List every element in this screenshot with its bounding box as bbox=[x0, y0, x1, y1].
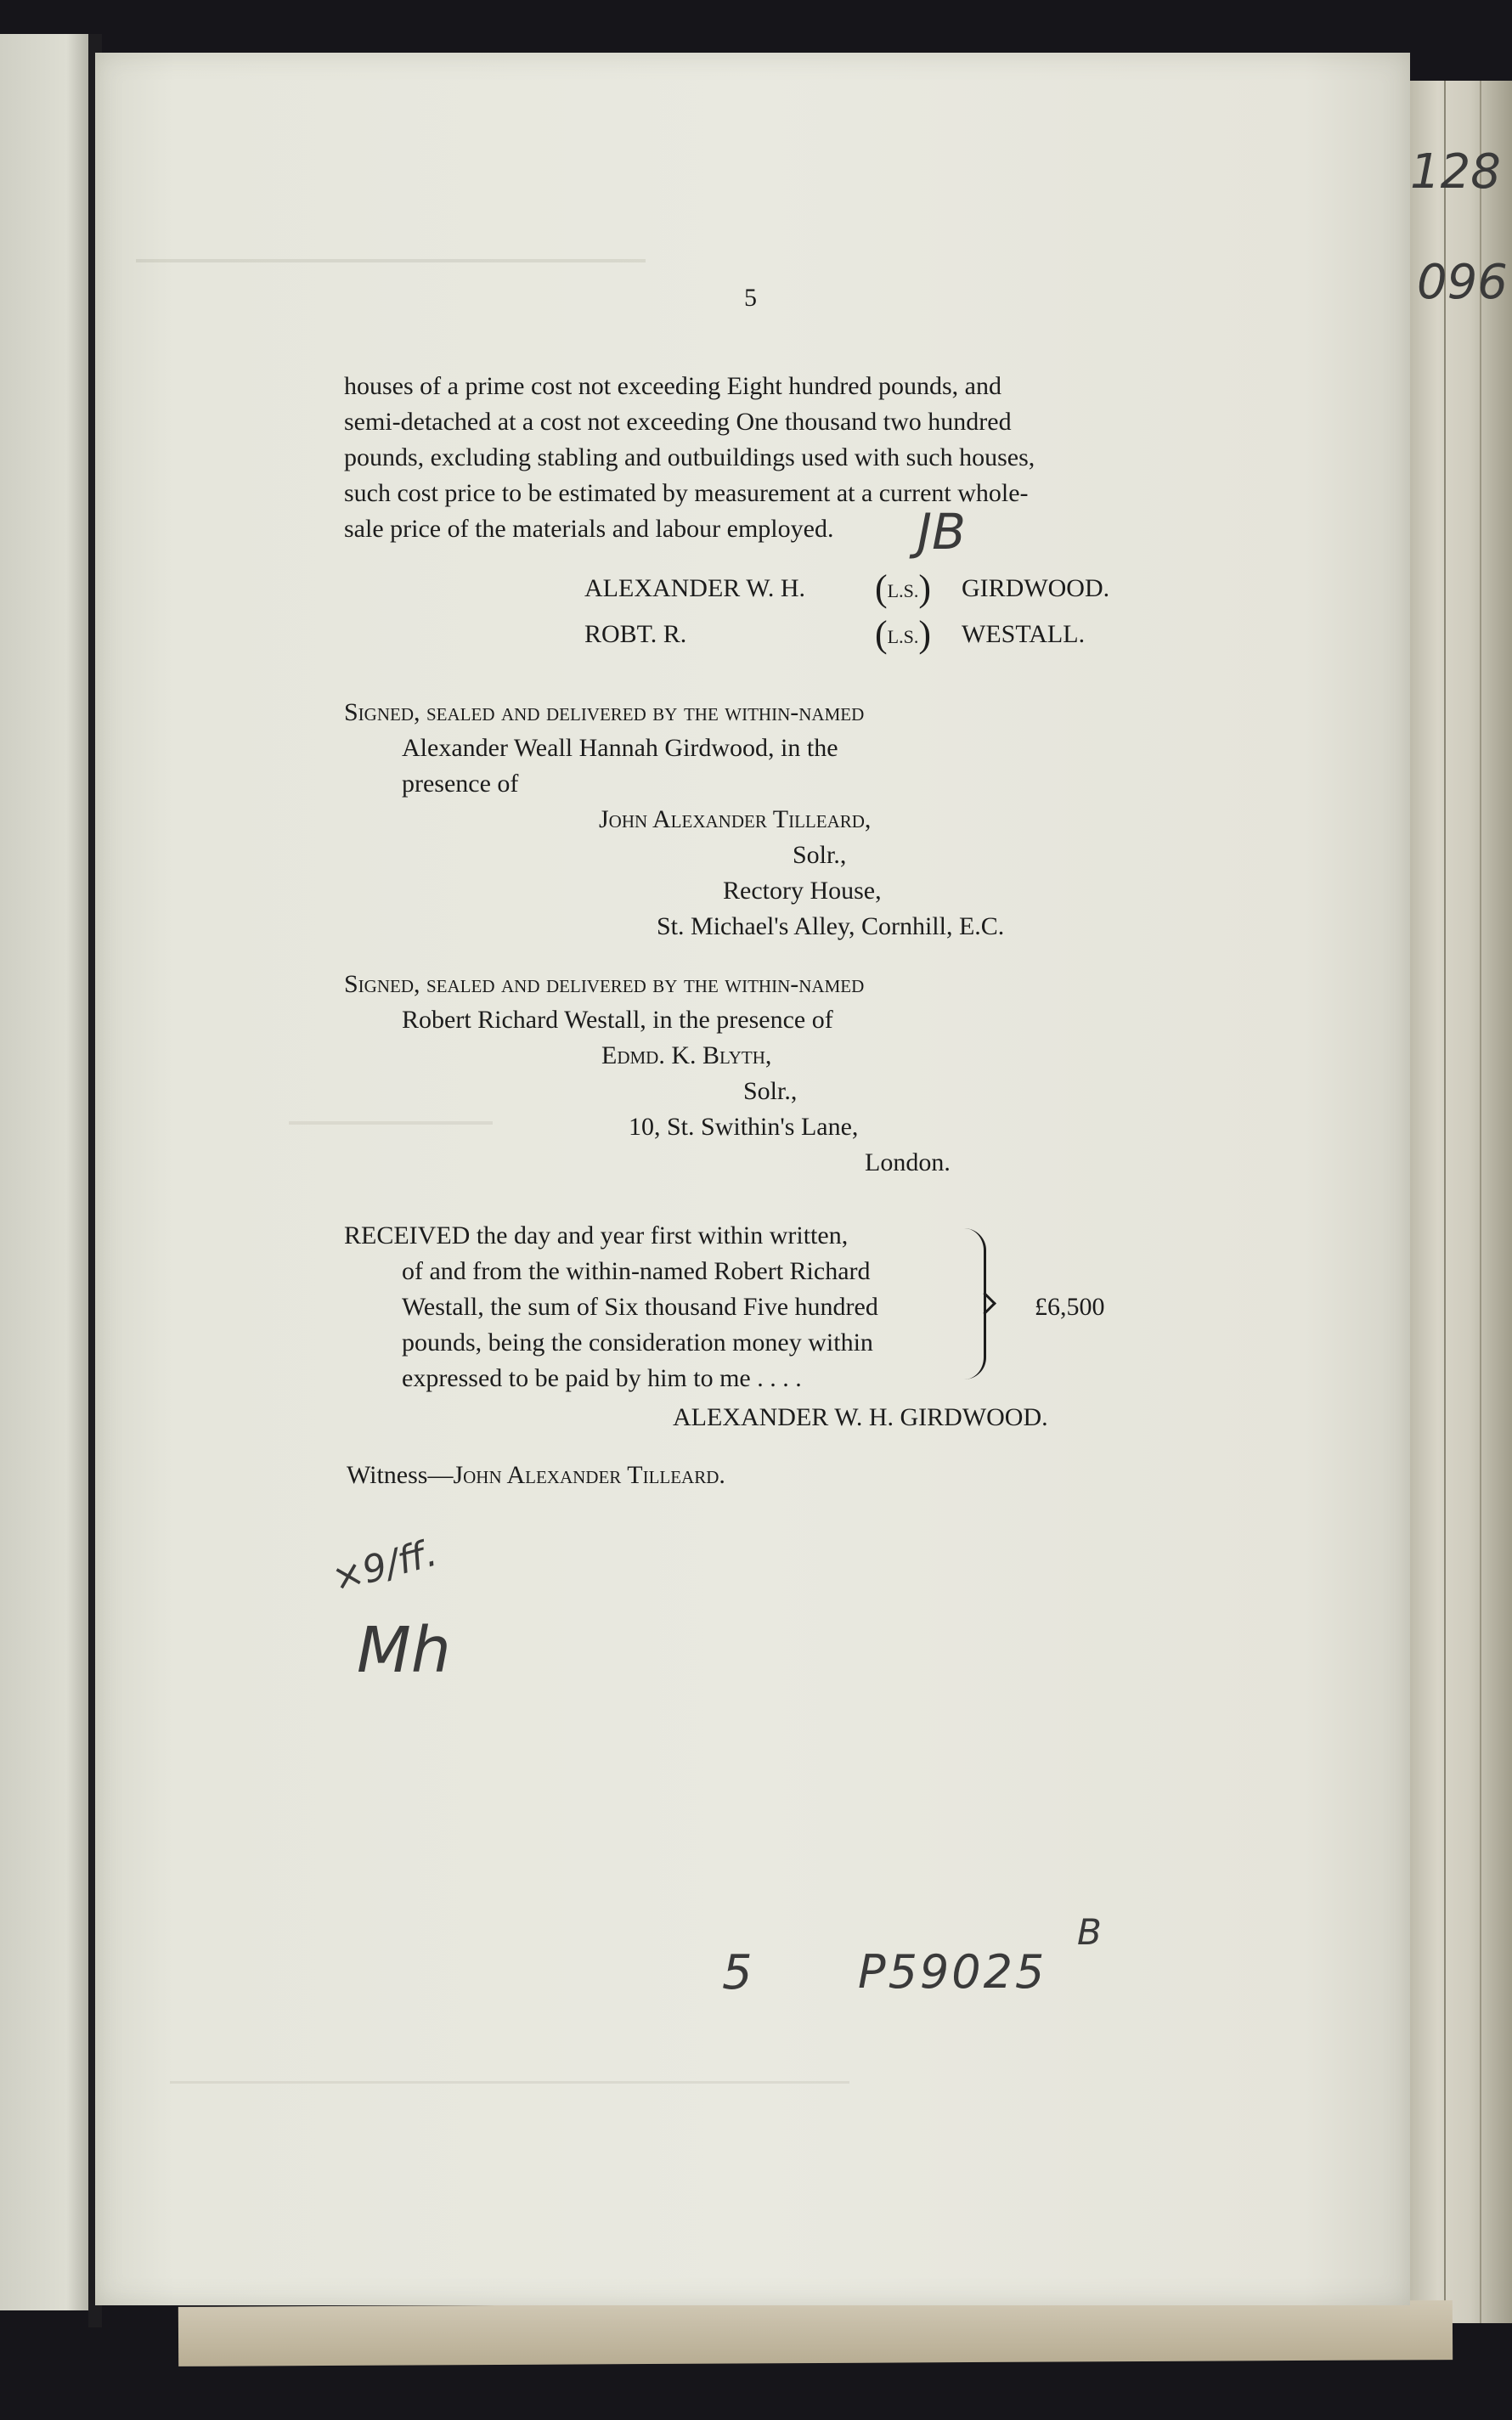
receipt-amount: £6,500 bbox=[1035, 1293, 1105, 1321]
witness-address: London. bbox=[865, 1148, 951, 1176]
handwritten-initials: JB bbox=[917, 503, 966, 561]
handwritten-reference-suffix: B bbox=[1077, 1911, 1102, 1953]
page-number: 5 bbox=[744, 284, 757, 312]
handwritten-initials-left-2: Mh bbox=[357, 1614, 451, 1687]
witness-name: John Alexander Tilleard. bbox=[453, 1461, 725, 1489]
witness-name: John Alexander Tilleard, bbox=[599, 805, 872, 833]
signatory-surname-1: GIRDWOOD. bbox=[962, 574, 1110, 602]
show-through-line-3 bbox=[170, 2081, 849, 2084]
witness-address: 10, St. Swithin's Lane, bbox=[629, 1113, 859, 1141]
handwritten-folio: 5 bbox=[722, 1945, 753, 2000]
receipt-witness bbox=[347, 1458, 725, 1493]
body-line: houses of a prime cost not exceeding Eight hundred pounds, and bbox=[344, 372, 1001, 400]
signatory-name-2: ROBT. R. bbox=[584, 620, 687, 648]
receipt-line: of and from the within-named Robert Richard bbox=[402, 1257, 871, 1285]
body-line: such cost price to be estimated by measurement at a current whole- bbox=[344, 479, 1029, 507]
attestation-line: Alexander Weall Hannah Girdwood, in the bbox=[402, 734, 838, 762]
attestation-line: presence of bbox=[402, 770, 519, 798]
seal-label: L.S. bbox=[887, 626, 919, 647]
corner-number-top: 128 bbox=[1410, 144, 1501, 200]
signatory-surname-2: WESTALL. bbox=[962, 620, 1086, 648]
receipt-signatory: ALEXANDER W. H. GIRDWOOD. bbox=[673, 1403, 1048, 1431]
receipt-line: RECEIVED the day and year first within written, bbox=[344, 1221, 849, 1249]
show-through-line-1 bbox=[136, 259, 646, 262]
receipt-line: expressed to be paid by him to me . . . . bbox=[402, 1364, 802, 1392]
witness-label: Witness— bbox=[347, 1461, 454, 1489]
witness-address: St. Michael's Alley, Cornhill, E.C. bbox=[657, 912, 1005, 940]
handwritten-reference: P59025 bbox=[858, 1945, 1047, 1999]
page-edge-lines bbox=[1444, 81, 1481, 2323]
witness-title: Solr., bbox=[793, 841, 847, 869]
witness-address: Rectory House, bbox=[723, 877, 882, 905]
seal-mark-2: (L.S.) bbox=[875, 613, 931, 655]
left-facing-page bbox=[0, 34, 98, 2310]
seal-label: L.S. bbox=[887, 580, 919, 601]
show-through-line-2 bbox=[289, 1121, 493, 1125]
receipt-line: pounds, being the consideration money within bbox=[402, 1328, 873, 1357]
attestation-line: Signed, sealed and delivered by the within-named bbox=[344, 698, 865, 726]
witness-title: Solr., bbox=[743, 1077, 798, 1105]
body-line: pounds, excluding stabling and outbuildings used with such houses, bbox=[344, 443, 1035, 471]
witness-name: Edmd. K. Blyth, bbox=[601, 1041, 772, 1069]
body-line: sale price of the materials and labour employed. bbox=[344, 515, 834, 543]
attestation-line: Signed, sealed and delivered by the within-named bbox=[344, 970, 865, 998]
receipt-line: Westall, the sum of Six thousand Five hundred bbox=[402, 1293, 878, 1321]
seal-mark-1: (L.S.) bbox=[875, 567, 931, 609]
corner-number-second: 096 bbox=[1417, 255, 1508, 310]
attestation-line: Robert Richard Westall, in the presence of bbox=[402, 1006, 833, 1034]
signatory-name-1: ALEXANDER W. H. bbox=[584, 574, 805, 602]
handwritten-initials-left-1: ×9/ff. bbox=[327, 1531, 442, 1601]
folded-bottom-edge bbox=[178, 2300, 1453, 2366]
body-line: semi-detached at a cost not exceeding One thousand two hundred bbox=[344, 408, 1012, 436]
